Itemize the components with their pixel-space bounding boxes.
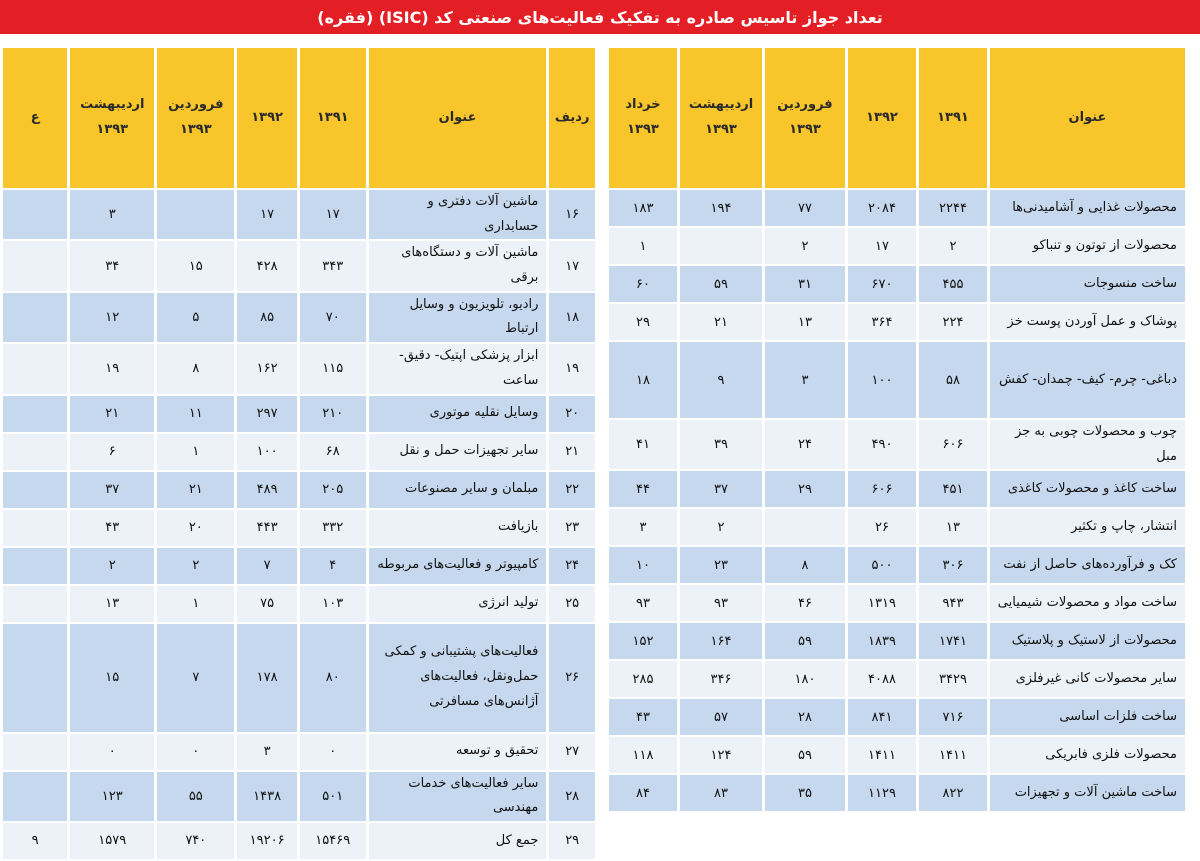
table-cell: ۲۴	[765, 420, 845, 469]
table-cell: ۴۵۱	[919, 471, 987, 507]
table-cell: ۴۴۳	[237, 510, 296, 546]
table-cell: ۲	[157, 548, 234, 584]
table-cell: ۸۳	[680, 775, 762, 811]
table-cell: ۹	[680, 342, 762, 418]
table-cell: ۱۷	[300, 190, 366, 239]
table-row	[609, 623, 1185, 659]
table-cell: وسایل نقلیه موتوری	[369, 396, 547, 432]
right-table-header-cell: ۱۳۹۱	[919, 48, 987, 188]
table-row	[3, 624, 595, 732]
table-cell: تحقیق و توسعه	[369, 734, 547, 770]
table-cell: ۷۱۶	[919, 699, 987, 735]
right-table-header-cell: اردیبهشت ۱۳۹۳	[680, 48, 762, 188]
right-table-header-cell: عنوان	[990, 48, 1185, 188]
table-cell: دباغی- چرم- کیف- چمدان- کفش	[990, 342, 1185, 418]
table-cell: ۱۷	[848, 228, 916, 264]
table-cell: ۲۱	[680, 304, 762, 340]
table-cell: ۴۱	[609, 420, 677, 469]
table-cell: ۱۸	[609, 342, 677, 418]
table-cell: ۷۰	[300, 293, 366, 342]
table-row	[609, 547, 1185, 583]
table-row	[3, 734, 595, 770]
table-row	[3, 190, 595, 239]
left-table-header-cell: عنوان	[369, 48, 547, 188]
table-cell	[3, 586, 67, 622]
table-cell: ۳۶۴	[848, 304, 916, 340]
table-cell: ۱۵	[70, 624, 154, 732]
table-cell: ۳	[70, 190, 154, 239]
table-cell: ۱۰۰	[237, 434, 296, 470]
table-cell: ۲۳	[680, 547, 762, 583]
table-cell: ۱۷	[549, 241, 595, 290]
table-cell: محصولات غذایی و آشامیدنی‌ها	[990, 190, 1185, 226]
left-table-header-row	[3, 48, 595, 188]
table-row	[3, 772, 595, 821]
table-cell: سایر فعالیت‌های خدمات مهندسی	[369, 772, 547, 821]
table-cell: ۵۸	[919, 342, 987, 418]
table-cell: ۲۲	[549, 472, 595, 508]
table-cell: ۲۸۵	[609, 661, 677, 697]
table-row	[3, 510, 595, 546]
table-cell: ساخت ماشین آلات و تجهیزات	[990, 775, 1185, 811]
table-cell: ۳۴۲۹	[919, 661, 987, 697]
table-cell: چوب و محصولات چوبی به جز مبل	[990, 420, 1185, 469]
table-cell: ۳۴	[70, 241, 154, 290]
table-row	[609, 266, 1185, 302]
table-row	[609, 775, 1185, 811]
table-cell: ۱۴۱۱	[919, 737, 987, 773]
table-cell	[680, 228, 762, 264]
right-table	[606, 46, 1188, 813]
table-cell: ۲۷	[549, 734, 595, 770]
table-cell: ۰	[70, 734, 154, 770]
table-cell: ابزار پزشکی اپتیک- دقیق- ساعت	[369, 344, 547, 393]
table-cell: ساخت منسوجات	[990, 266, 1185, 302]
table-cell: ۰	[157, 734, 234, 770]
table-cell: ۲۱	[70, 396, 154, 432]
table-row	[609, 737, 1185, 773]
table-cell: ۱۹	[549, 344, 595, 393]
table-row	[609, 509, 1185, 545]
table-cell: ۱۸۰	[765, 661, 845, 697]
table-cell: ۲۹۷	[237, 396, 296, 432]
table-cell	[3, 734, 67, 770]
table-cell: ۷	[237, 548, 296, 584]
table-cell: ۳۴۳	[300, 241, 366, 290]
left-table-header-cell: ۱۳۹۲	[237, 48, 296, 188]
table-cell: ۱۱۸	[609, 737, 677, 773]
table-cell	[3, 772, 67, 821]
table-cell: ۱۵	[157, 241, 234, 290]
left-table-body	[3, 190, 595, 859]
table-cell: ۲۸	[549, 772, 595, 821]
table-row	[3, 586, 595, 622]
table-cell: ۳۳۲	[300, 510, 366, 546]
table-cell: ۲۱۰	[300, 396, 366, 432]
table-cell: ۸۴۱	[848, 699, 916, 735]
table-cell: ۳	[765, 342, 845, 418]
table-cell: ۵۵	[157, 772, 234, 821]
table-title-banner	[0, 0, 1200, 34]
table-cell: ۱۲۴	[680, 737, 762, 773]
table-row	[3, 472, 595, 508]
left-table-header-cell: ردیف	[549, 48, 595, 188]
table-cell: پوشاک و عمل آوردن پوست خز	[990, 304, 1185, 340]
table-cell: ۳۵	[765, 775, 845, 811]
table-cell: ۶۰۶	[848, 471, 916, 507]
table-cell: ۷۴۰	[157, 823, 234, 859]
right-table-panel	[606, 46, 1200, 800]
right-table-header-cell: ۱۳۹۲	[848, 48, 916, 188]
table-cell: ۱۷	[237, 190, 296, 239]
table-cell: ۱	[157, 586, 234, 622]
table-cell: ۳۰۶	[919, 547, 987, 583]
table-cell: ساخت فلزات اساسی	[990, 699, 1185, 735]
left-table-header-cell: ۱۳۹۱	[300, 48, 366, 188]
table-cell: ۱۶۴	[680, 623, 762, 659]
table-cell	[3, 510, 67, 546]
table-cell: ۱۹۴	[680, 190, 762, 226]
table-cell: ۸	[157, 344, 234, 393]
left-table-header-cell: اردیبهشت ۱۳۹۳	[70, 48, 154, 188]
table-cell: ۱۸	[549, 293, 595, 342]
table-cell: ۱۹۲۰۶	[237, 823, 296, 859]
table-cell: ۲	[919, 228, 987, 264]
table-row	[609, 661, 1185, 697]
table-cell: ۹۴۳	[919, 585, 987, 621]
table-cell: ۳۹	[680, 420, 762, 469]
table-cell: ۱۵۷۹	[70, 823, 154, 859]
table-cell: ۱۳	[919, 509, 987, 545]
table-cell: ۱۳	[765, 304, 845, 340]
table-cell: ۶۰۶	[919, 420, 987, 469]
table-cell	[3, 241, 67, 290]
table-row	[609, 471, 1185, 507]
table-cell: ۲۹	[765, 471, 845, 507]
table-row	[609, 190, 1185, 226]
table-cell: تولید انرژی	[369, 586, 547, 622]
table-row	[3, 344, 595, 393]
table-cell: ۲	[680, 509, 762, 545]
left-table	[0, 46, 598, 861]
table-cell: ۸۲۲	[919, 775, 987, 811]
table-cell: ۱۴۱۱	[848, 737, 916, 773]
table-row	[609, 420, 1185, 469]
table-cell: ۴۴	[609, 471, 677, 507]
table-cell: ۲۵	[549, 586, 595, 622]
table-cell: ۲	[70, 548, 154, 584]
table-cell: ۱۲	[70, 293, 154, 342]
table-cell: رادیو، تلویزیون و وسایل ارتباط	[369, 293, 547, 342]
table-cell: ۱۰	[609, 547, 677, 583]
table-cell: ۵۹	[765, 737, 845, 773]
table-cell: ساخت کاغذ و محصولات کاغذی	[990, 471, 1185, 507]
table-cell: ۷	[157, 624, 234, 732]
table-cell: ۱۱۵	[300, 344, 366, 393]
table-cell: جمع کل	[369, 823, 547, 859]
table-cell: محصولات از لاستیک و پلاستیک	[990, 623, 1185, 659]
table-cell: انتشار، چاپ و تکثیر	[990, 509, 1185, 545]
table-cell: ۳۱	[765, 266, 845, 302]
table-row	[3, 241, 595, 290]
table-cell: ۴۲۸	[237, 241, 296, 290]
table-cell: کامپیوتر و فعالیت‌های مربوطه	[369, 548, 547, 584]
table-cell: ۷۵	[237, 586, 296, 622]
left-table-header-cell: ع	[3, 48, 67, 188]
table-cell: ۶۸	[300, 434, 366, 470]
left-table-header-cell: فروردین ۱۳۹۳	[157, 48, 234, 188]
table-cell: ۲۰	[157, 510, 234, 546]
table-cell: ۲۴	[549, 548, 595, 584]
table-cell: ۲۹	[549, 823, 595, 859]
table-cell: ۶۰	[609, 266, 677, 302]
table-cell	[157, 190, 234, 239]
table-cell: ۴۵۵	[919, 266, 987, 302]
table-row	[609, 342, 1185, 418]
table-cell: ۴۰۸۸	[848, 661, 916, 697]
table-cell: ۱۳۱۹	[848, 585, 916, 621]
table-cell: بازیافت	[369, 510, 547, 546]
table-cell: ۱۶	[549, 190, 595, 239]
table-cell: ۳۴۶	[680, 661, 762, 697]
table-cell: ۳	[609, 509, 677, 545]
table-cell	[3, 293, 67, 342]
table-cell: ۴۳	[609, 699, 677, 735]
table-cell: ۴۸۹	[237, 472, 296, 508]
table-cell: ۱	[609, 228, 677, 264]
table-cell: ماشین آلات و دستگاه‌های برقی	[369, 241, 547, 290]
table-row	[3, 823, 595, 859]
table-row	[609, 699, 1185, 735]
table-cell: ۱۰۳	[300, 586, 366, 622]
left-table-panel	[0, 46, 598, 849]
table-cell: ۵۹	[765, 623, 845, 659]
table-cell: ۲۶	[848, 509, 916, 545]
table-cell	[765, 509, 845, 545]
table-cell: ۸۵	[237, 293, 296, 342]
table-cell	[3, 548, 67, 584]
table-cell: ۲۰۸۴	[848, 190, 916, 226]
table-cell: ۹	[3, 823, 67, 859]
table-cell: ۱۷۸	[237, 624, 296, 732]
table-row	[3, 396, 595, 432]
table-cell: ۲۱	[157, 472, 234, 508]
table-cell: ۶	[70, 434, 154, 470]
table-row	[609, 304, 1185, 340]
table-cell: ۱۵۴۶۹	[300, 823, 366, 859]
right-table-body	[609, 190, 1185, 811]
table-cell: ۰	[300, 734, 366, 770]
table-cell: ۴	[300, 548, 366, 584]
table-cell: ۴۹۰	[848, 420, 916, 469]
right-table-header-cell: خرداد ۱۳۹۳	[609, 48, 677, 188]
table-cell: محصولات فلزی فابریکی	[990, 737, 1185, 773]
table-row	[3, 293, 595, 342]
table-cell: ۲۲۴۴	[919, 190, 987, 226]
table-cell: ۴۳	[70, 510, 154, 546]
table-cell: ۱۱	[157, 396, 234, 432]
table-cell: ۵	[157, 293, 234, 342]
table-cell: محصولات از توتون و تنباکو	[990, 228, 1185, 264]
table-cell: ۱۶۲	[237, 344, 296, 393]
table-cell: سایر محصولات کانی غیرفلزی	[990, 661, 1185, 697]
table-cell: ساخت مواد و محصولات شیمیایی	[990, 585, 1185, 621]
right-table-header-row	[609, 48, 1185, 188]
table-cell	[3, 190, 67, 239]
table-row	[609, 585, 1185, 621]
table-cell: مبلمان و سایر مصنوعات	[369, 472, 547, 508]
table-row	[3, 548, 595, 584]
table-cell: ۹۳	[680, 585, 762, 621]
table-cell: ماشین آلات دفتری و حسابداری	[369, 190, 547, 239]
table-cell	[3, 472, 67, 508]
table-cell: ۱۲۳	[70, 772, 154, 821]
table-cell: ۱۰۰	[848, 342, 916, 418]
table-cell: ۱۸۳	[609, 190, 677, 226]
table-cell: ۷۷	[765, 190, 845, 226]
table-cell: ۳۷	[680, 471, 762, 507]
table-cell: ۱۸۳۹	[848, 623, 916, 659]
table-row	[3, 434, 595, 470]
table-cell: ۵۰۱	[300, 772, 366, 821]
table-cell: ۲۸	[765, 699, 845, 735]
table-cell: ۵۰۰	[848, 547, 916, 583]
table-cell: ۱۴۳۸	[237, 772, 296, 821]
table-cell: ۲۱	[549, 434, 595, 470]
table-cell: ۳	[237, 734, 296, 770]
table-cell: ۲۲۴	[919, 304, 987, 340]
table-cell: ۲۳	[549, 510, 595, 546]
table-cell: ۱	[157, 434, 234, 470]
table-cell: فعالیت‌های پشتیبانی و کمکی حمل‌و‌نقل، فعالیت‌های آژانس‌های مسافرتی	[369, 624, 547, 732]
table-cell: ۸۴	[609, 775, 677, 811]
table-cell: ۹۳	[609, 585, 677, 621]
table-cell: ۵۹	[680, 266, 762, 302]
table-cell: ۵۷	[680, 699, 762, 735]
table-cell: ۱۱۲۹	[848, 775, 916, 811]
table-cell: ۸	[765, 547, 845, 583]
table-cell: ۶۷۰	[848, 266, 916, 302]
table-cell	[3, 434, 67, 470]
table-cell: ۴۶	[765, 585, 845, 621]
table-cell: ۱۵۲	[609, 623, 677, 659]
right-table-header-cell: فروردین ۱۳۹۳	[765, 48, 845, 188]
table-cell: ۲۶	[549, 624, 595, 732]
table-cell	[3, 396, 67, 432]
table-cell	[3, 624, 67, 732]
table-cell: ۱۳	[70, 586, 154, 622]
table-cell: ۳۷	[70, 472, 154, 508]
table-cell: ۲	[765, 228, 845, 264]
table-row	[609, 228, 1185, 264]
table-cell: ۱۹	[70, 344, 154, 393]
table-cell: ۸۰	[300, 624, 366, 732]
table-title: تعداد جواز تاسیس صادره به تفکیک فعالیت‌های صنعتی کد (ISIC) (فقره)	[317, 7, 883, 27]
table-cell: سایر تجهیزات حمل و نقل	[369, 434, 547, 470]
table-cell: ۱۷۴۱	[919, 623, 987, 659]
table-cell: کک و فرآورده‌های حاصل از نفت	[990, 547, 1185, 583]
table-cell: ۲۰۵	[300, 472, 366, 508]
table-cell	[3, 344, 67, 393]
table-cell: ۲۰	[549, 396, 595, 432]
table-cell: ۲۹	[609, 304, 677, 340]
